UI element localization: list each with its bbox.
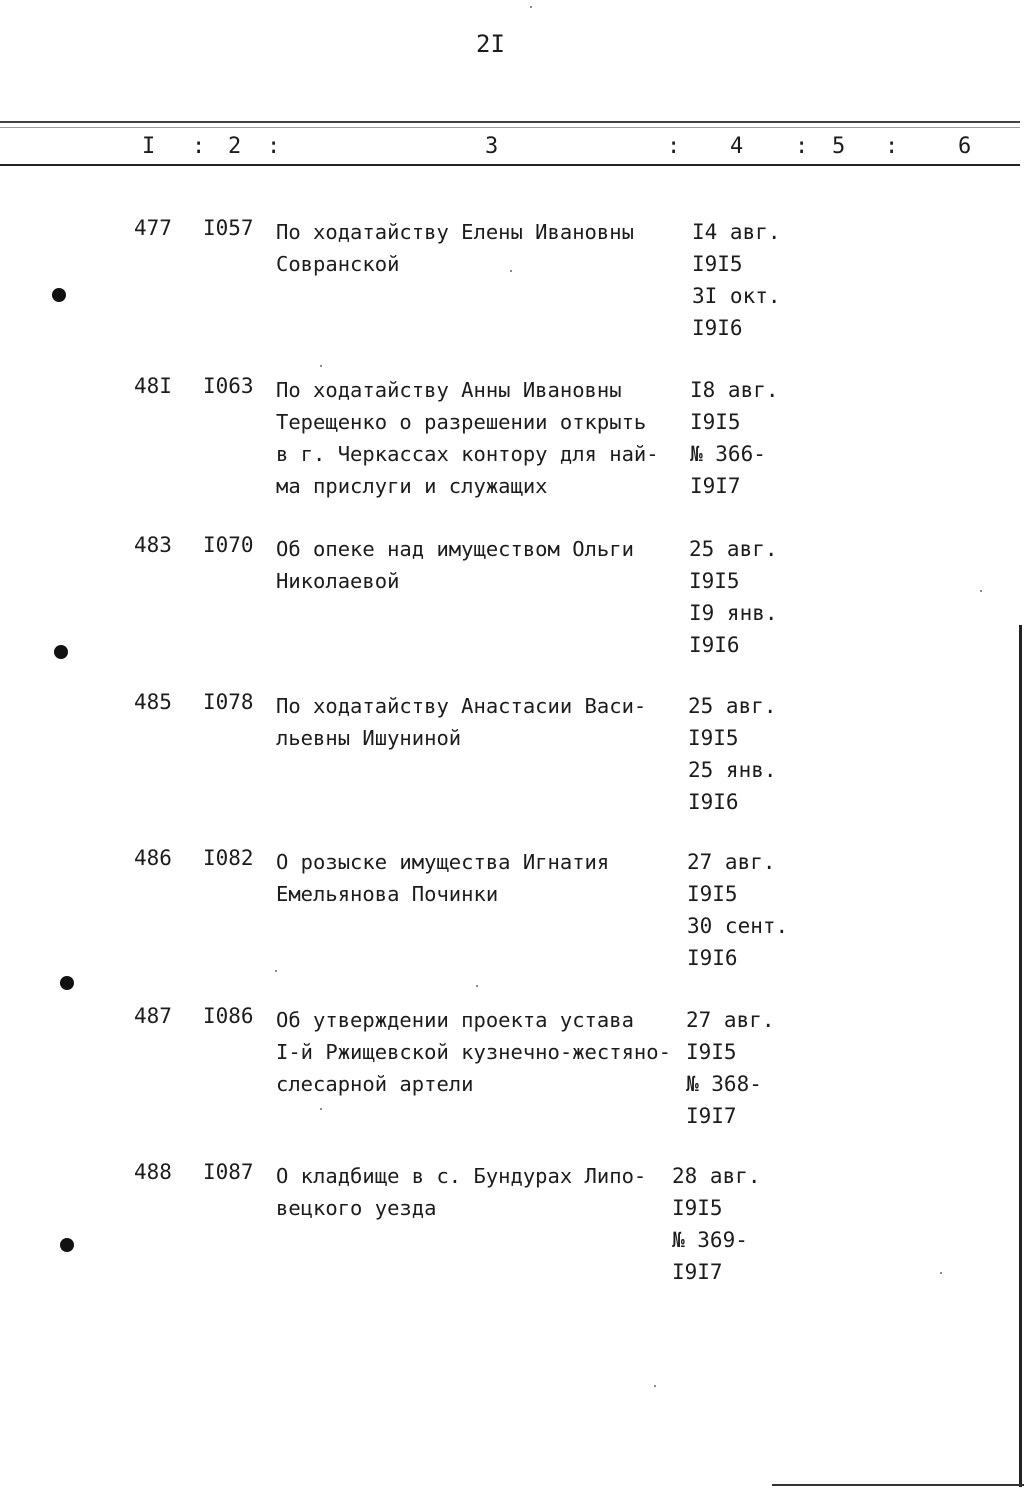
- date-line: I8 авг.: [690, 378, 779, 402]
- date-line: 27 авг.: [686, 1008, 775, 1032]
- description-line: Емельянова Починки: [276, 882, 499, 906]
- date-line: I9I6: [688, 790, 739, 814]
- column-header-2: 2: [228, 134, 242, 159]
- description-line: Об опеке над имуществом Ольги: [276, 537, 634, 561]
- description-line: Совранской: [276, 252, 400, 276]
- column-separator: :: [885, 134, 899, 159]
- entry-description: [276, 1004, 671, 1100]
- scan-speck: [530, 6, 532, 8]
- date-line: 3I окт.: [692, 284, 781, 308]
- date-line: I9I5: [672, 1196, 723, 1220]
- entry-number: 486: [134, 846, 172, 870]
- entry-dates: [672, 1160, 761, 1288]
- date-line: I9I6: [687, 946, 738, 970]
- description-line: вецкого уезда: [276, 1196, 437, 1220]
- header-bottom-rule: [0, 164, 1020, 166]
- file-number: I070: [203, 533, 254, 557]
- entry-description: [276, 216, 634, 280]
- entry-dates: [686, 1004, 775, 1132]
- date-line: I4 авг.: [692, 220, 781, 244]
- date-line: I9 янв.: [689, 601, 778, 625]
- header-top-rule-faint: [0, 127, 1020, 128]
- file-number: I063: [203, 374, 254, 398]
- table-row: [0, 1004, 1024, 1144]
- entry-number: 48I: [134, 374, 172, 398]
- file-number: I087: [203, 1160, 254, 1184]
- entry-number: 477: [134, 216, 172, 240]
- date-line: I9I5: [689, 569, 740, 593]
- date-line: № 368-: [686, 1072, 762, 1096]
- scan-speck: [320, 365, 322, 367]
- column-header-1: I: [142, 134, 156, 159]
- header-top-rule: [0, 121, 1020, 123]
- date-line: 30 сент.: [687, 914, 789, 938]
- date-line: 25 авг.: [689, 537, 778, 561]
- description-line: О кладбище в с. Бундурах Липо-: [276, 1164, 647, 1188]
- description-line: Николаевой: [276, 569, 400, 593]
- file-number: I057: [203, 216, 254, 240]
- table-row: [0, 1160, 1024, 1300]
- description-line: По ходатайству Анны Ивановны: [276, 378, 622, 402]
- entry-dates: [687, 846, 788, 974]
- file-number: I078: [203, 690, 254, 714]
- description-line: I-й Ржищевской кузнечно-жестяно-: [276, 1040, 671, 1064]
- description-line: в г. Черкассах контору для най-: [276, 442, 659, 466]
- column-separator: :: [192, 134, 206, 159]
- entry-number: 483: [134, 533, 172, 557]
- scan-speck: [476, 985, 478, 987]
- entry-description: [276, 846, 609, 910]
- date-line: I9I5: [690, 410, 741, 434]
- description-line: О розыске имущества Игнатия: [276, 850, 610, 874]
- column-separator: :: [667, 134, 681, 159]
- scan-speck: [510, 270, 512, 272]
- punch-hole: [60, 1238, 74, 1252]
- punch-hole: [60, 976, 74, 990]
- entry-description: [276, 533, 634, 597]
- entry-dates: [689, 533, 778, 661]
- page-edge-line: [1019, 625, 1022, 1487]
- scan-speck: [940, 1272, 942, 1274]
- page-number: 2I: [476, 30, 505, 58]
- entry-dates: [692, 216, 781, 344]
- date-line: I9I7: [672, 1260, 723, 1284]
- description-line: По ходатайству Анастасии Васи-: [276, 694, 647, 718]
- date-line: 25 авг.: [688, 694, 777, 718]
- column-header-4: 4: [730, 134, 744, 159]
- column-separator: :: [267, 134, 281, 159]
- scan-speck: [275, 970, 277, 972]
- date-line: I9I7: [686, 1104, 737, 1128]
- entry-description: [276, 374, 659, 502]
- description-line: Об утверждении проекта устава: [276, 1008, 634, 1032]
- date-line: I9I5: [686, 1040, 737, 1064]
- column-separator: :: [795, 134, 809, 159]
- entry-dates: [688, 690, 777, 818]
- date-line: I9I6: [689, 633, 740, 657]
- table-row: [0, 846, 1024, 986]
- entry-description: [276, 690, 646, 754]
- date-line: I9I7: [690, 474, 741, 498]
- date-line: 25 янв.: [688, 758, 777, 782]
- description-line: Терещенко о разрешении открыть: [276, 410, 647, 434]
- entry-number: 487: [134, 1004, 172, 1028]
- page-bottom-line: [772, 1484, 1024, 1486]
- table-row: [0, 690, 1024, 830]
- date-line: I9I5: [688, 726, 739, 750]
- table-row: [0, 374, 1024, 514]
- file-number: I082: [203, 846, 254, 870]
- entry-description: [276, 1160, 646, 1224]
- punch-hole: [54, 645, 68, 659]
- date-line: I9I5: [692, 252, 743, 276]
- column-header-3: 3: [485, 134, 499, 159]
- description-line: По ходатайству Елены Ивановны: [276, 220, 634, 244]
- date-line: № 366-: [690, 442, 766, 466]
- date-line: I9I6: [692, 316, 743, 340]
- date-line: 27 авг.: [687, 850, 776, 874]
- column-header-5: 5: [832, 134, 846, 159]
- scan-speck: [320, 1108, 322, 1110]
- description-line: ма прислуги и служащих: [276, 474, 548, 498]
- scan-speck: [654, 1385, 656, 1387]
- entry-number: 488: [134, 1160, 172, 1184]
- date-line: 28 авг.: [672, 1164, 761, 1188]
- table-row: [0, 216, 1024, 356]
- punch-hole: [52, 288, 66, 302]
- entry-dates: [690, 374, 779, 502]
- description-line: слесарной артели: [276, 1072, 474, 1096]
- date-line: I9I5: [687, 882, 738, 906]
- column-header-6: 6: [958, 134, 972, 159]
- description-line: льевны Ишуниной: [276, 726, 462, 750]
- scan-speck: [980, 590, 982, 592]
- table-row: [0, 533, 1024, 673]
- file-number: I086: [203, 1004, 254, 1028]
- date-line: № 369-: [672, 1228, 748, 1252]
- entry-number: 485: [134, 690, 172, 714]
